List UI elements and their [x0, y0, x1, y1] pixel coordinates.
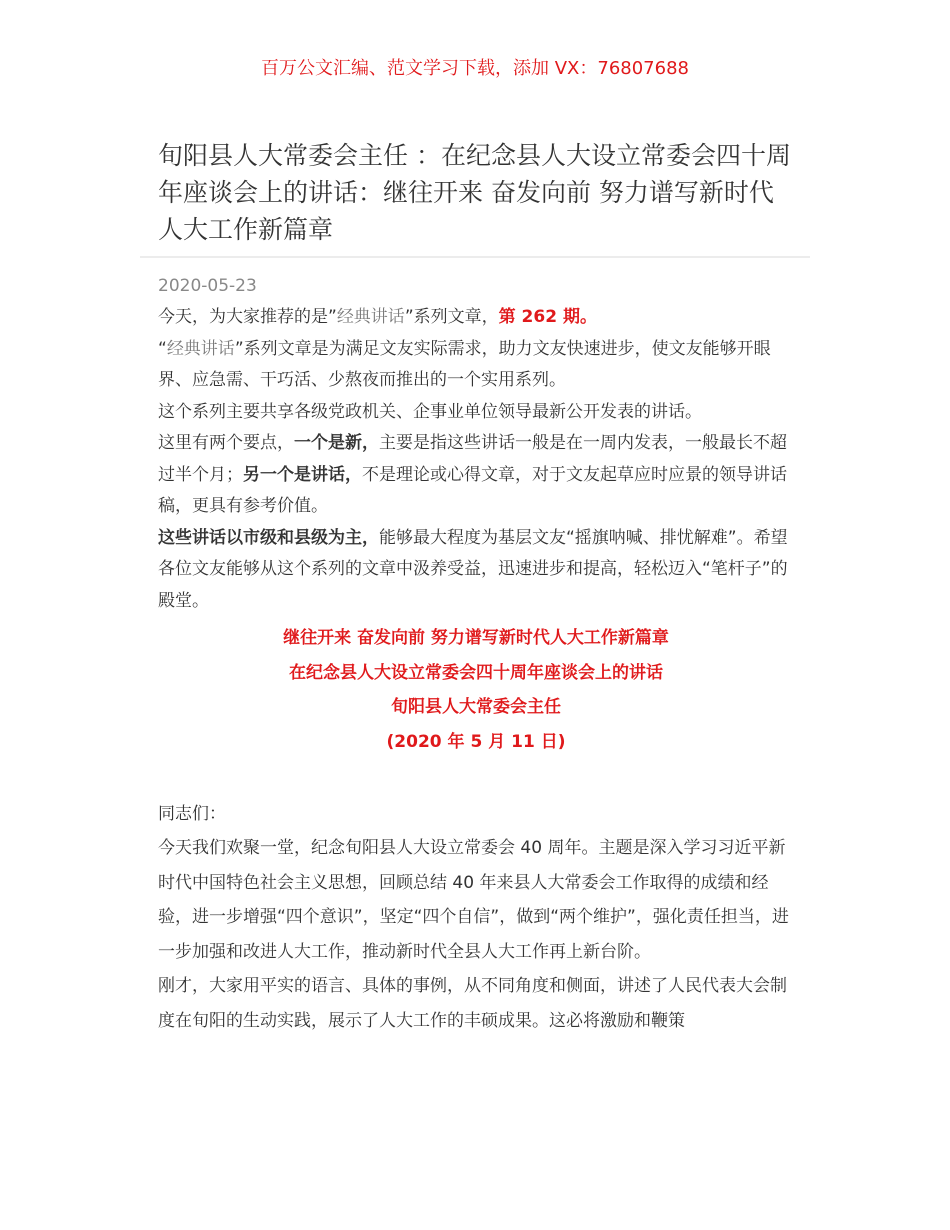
- speech-paragraph: 今天我们欢聚一堂，纪念旬阳县人大设立常委会 40 周年。主题是深入学习习近平新时代中国特色社会主义思想，回顾总结 40 年来县人大常委会工作取得的成绩和经验，进一步增强“四个意识”，坚定“四个自信”，做到“两个维护”，强化责任担当，进一步加强和改进人大工作，推动新时代全县人大工作再上新台阶。: [158, 838, 789, 962]
- intro-text: 这里有两个要点，: [158, 433, 294, 453]
- intro-text: 主要是指这些讲话一般是在一周内发表，一般最长不超过半个月；: [158, 433, 787, 485]
- intro-text: ”系列文章是为满足文友实际需求，助力文友快速进步，使文友能够开眼界、应急需、干巧活、少熬夜而推出的一个实用系列。: [158, 338, 771, 390]
- intro-paragraph-5: [158, 523, 794, 618]
- speech-date: (2020 年 5 月 11 日): [386, 731, 566, 752]
- intro-text: 不是理论或心得文章，对于文友起草应时应景的领导讲话稿，更具有参考价值。: [158, 464, 787, 516]
- intro-text: 能够最大程度为基层文友“摇旗呐喊、排忧解难”。希望各位文友能够从这个系列的文章中汲养受益，迅速进步和提高，轻松迈入“笔杆子”的殿堂。: [158, 527, 788, 611]
- publish-date: 2020-05-23: [158, 276, 257, 296]
- intro-text: ”系列文章，: [404, 307, 499, 327]
- speech-body: [158, 831, 794, 1038]
- speech-subtitle: 在纪念县人大设立常委会四十周年座谈会上的讲话: [289, 662, 663, 683]
- key-point-level: 这些讲话以市级和县级为主，: [158, 527, 379, 548]
- series-name: 经典讲话: [166, 338, 235, 359]
- key-point-new: 一个是新，: [294, 433, 379, 453]
- article-title: 旬阳县人大常委会主任 ：在纪念县人大设立常委会四十周年座谈会上的讲话：继往开来 奋发向前 努力谱写新时代人大工作新篇章: [158, 141, 791, 244]
- title-divider: [140, 256, 810, 258]
- speech-main-title: 继往开来 奋发向前 努力谱写新时代人大工作新篇章: [283, 628, 669, 648]
- intro-paragraph-3: 这个系列主要共享各级党政机关、企事业单位领导最新公开发表的讲话。: [158, 401, 702, 422]
- speech-greeting: 同志们：: [158, 804, 226, 824]
- speech-paragraph: 刚才，大家用平实的语言、具体的事例，从不同角度和侧面，讲述了人民代表大会制度在旬阳的生动实践，展示了人大工作的丰硕成果。这必将激励和鞭策: [158, 976, 787, 1031]
- speaker-title: 旬阳县人大常委会主任: [391, 697, 561, 717]
- key-point-speech: 另一个是讲话，: [243, 464, 362, 485]
- intro-text: 今天，为大家推荐的是”: [158, 307, 337, 327]
- intro-text: “: [158, 338, 167, 359]
- intro-paragraph-4: [158, 428, 794, 523]
- promo-banner: 百万公文汇编、范文学习下载，添加 VX：76807688: [261, 58, 689, 79]
- speech-header: [158, 621, 794, 759]
- intro-paragraph-2: [158, 334, 794, 397]
- intro-paragraph-1: [158, 302, 794, 334]
- series-name: 经典讲话: [336, 307, 405, 327]
- issue-number: 第 262 期。: [498, 307, 597, 327]
- article-content: [158, 302, 794, 1038]
- spacer: [158, 759, 794, 797]
